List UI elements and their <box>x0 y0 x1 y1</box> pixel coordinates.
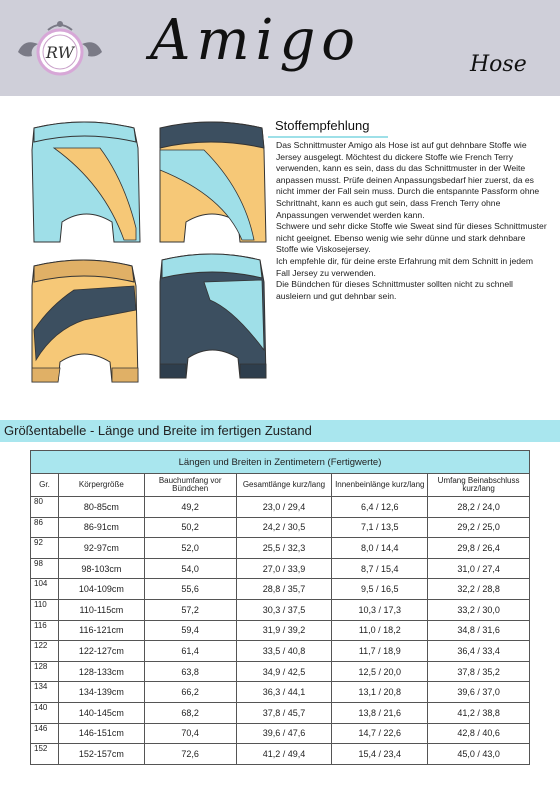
table-cell: 152-157cm <box>58 744 144 765</box>
size-table-title: Größentabelle - Länge und Breite im fertigen Zustand <box>4 423 312 438</box>
table-cell: 29,8 / 26,4 <box>428 538 530 559</box>
table-cell: 14,7 / 22,6 <box>332 723 428 744</box>
table-cell: 8,7 / 15,4 <box>332 558 428 579</box>
table-cell: 122 <box>31 641 59 662</box>
column-header: Bauchumfang vor Bündchen <box>144 474 236 497</box>
fabric-paragraph: Ich empfehle dir, für deine erste Erfahrung mit dem Schnitt in jedem Fall Jersey zu verwenden. <box>276 255 533 278</box>
pants-variant-1 <box>32 122 140 242</box>
table-row <box>31 558 530 579</box>
table-cell: 25,5 / 32,3 <box>236 538 332 559</box>
table-cell: 42,8 / 40,6 <box>428 723 530 744</box>
table-cell: 98 <box>31 558 59 579</box>
table-cell: 55,6 <box>144 579 236 600</box>
column-header: Innenbeinlänge kurz/lang <box>332 474 428 497</box>
table-cell: 10,3 / 17,3 <box>332 599 428 620</box>
table-cell: 152 <box>31 744 59 765</box>
pants-variant-4 <box>160 254 266 378</box>
table-cell: 146 <box>31 723 59 744</box>
table-cell: 41,2 / 38,8 <box>428 702 530 723</box>
table-cell: 116 <box>31 620 59 641</box>
table-cell: 24,2 / 30,5 <box>236 517 332 538</box>
fabric-recommendation-text <box>276 140 548 302</box>
table-cell: 13,8 / 21,6 <box>332 702 428 723</box>
table-cell: 146-151cm <box>58 723 144 744</box>
table-cell: 6,4 / 12,6 <box>332 497 428 518</box>
table-row <box>31 723 530 744</box>
table-row <box>31 702 530 723</box>
table-cell: 37,8 / 35,2 <box>428 661 530 682</box>
table-cell: 104-109cm <box>58 579 144 600</box>
table-cell: 34,9 / 42,5 <box>236 661 332 682</box>
size-table-title-bar <box>0 420 560 442</box>
header-banner <box>0 0 560 96</box>
table-cell: 41,2 / 49,4 <box>236 744 332 765</box>
svg-text:RW: RW <box>45 43 75 62</box>
column-header: Gr. <box>31 474 59 497</box>
pants-variant-3 <box>32 260 138 382</box>
column-header: Gesamtlänge kurz/lang <box>236 474 332 497</box>
table-cell: 30,3 / 37,5 <box>236 599 332 620</box>
table-row <box>31 517 530 538</box>
table-cell: 15,4 / 23,4 <box>332 744 428 765</box>
table-cell: 66,2 <box>144 682 236 703</box>
size-table <box>30 450 530 765</box>
fabric-section-title: Stoffempfehlung <box>275 118 370 133</box>
table-cell: 140 <box>31 702 59 723</box>
fabric-title-underline <box>268 136 388 138</box>
table-cell: 128-133cm <box>58 661 144 682</box>
table-cell: 57,2 <box>144 599 236 620</box>
table-row <box>31 599 530 620</box>
pattern-title: Amigo <box>150 8 362 73</box>
table-cell: 36,3 / 44,1 <box>236 682 332 703</box>
fabric-paragraph: Schwere und sehr dicke Stoffe wie Sweat sind für dieses Schnittmuster nicht geeignet. Ebenso wenig wie sehr dünne und stark dehnbare Stoffe wie Viskosejersey. <box>276 221 547 255</box>
table-cell: 31,9 / 39,2 <box>236 620 332 641</box>
table-cell: 59,4 <box>144 620 236 641</box>
table-row <box>31 744 530 765</box>
table-cell: 34,8 / 31,6 <box>428 620 530 641</box>
table-cell: 98-103cm <box>58 558 144 579</box>
table-cell: 110 <box>31 599 59 620</box>
table-cell: 33,2 / 30,0 <box>428 599 530 620</box>
table-cell: 7,1 / 13,5 <box>332 517 428 538</box>
size-table-header-row <box>31 474 530 497</box>
size-table-body <box>31 497 530 765</box>
table-row <box>31 579 530 600</box>
table-row <box>31 682 530 703</box>
table-cell: 31,0 / 27,4 <box>428 558 530 579</box>
table-cell: 92 <box>31 538 59 559</box>
pants-illustration <box>14 110 272 400</box>
table-cell: 23,0 / 29,4 <box>236 497 332 518</box>
table-row <box>31 661 530 682</box>
table-cell: 134-139cm <box>58 682 144 703</box>
table-cell: 29,2 / 25,0 <box>428 517 530 538</box>
brand-logo-icon <box>10 12 110 92</box>
table-cell: 28,8 / 35,7 <box>236 579 332 600</box>
table-cell: 134 <box>31 682 59 703</box>
column-header: Körpergröße <box>58 474 144 497</box>
table-cell: 36,4 / 33,4 <box>428 641 530 662</box>
table-cell: 52,0 <box>144 538 236 559</box>
table-row <box>31 641 530 662</box>
table-cell: 140-145cm <box>58 702 144 723</box>
table-row <box>31 620 530 641</box>
table-cell: 28,2 / 24,0 <box>428 497 530 518</box>
table-cell: 12,5 / 20,0 <box>332 661 428 682</box>
column-header: Umfang Beinabschluss kurz/lang <box>428 474 530 497</box>
pants-variant-2 <box>160 122 266 242</box>
table-cell: 49,2 <box>144 497 236 518</box>
table-cell: 13,1 / 20,8 <box>332 682 428 703</box>
size-table-caption: Längen und Breiten in Zentimetern (Fertigwerte) <box>31 451 530 474</box>
table-cell: 86-91cm <box>58 517 144 538</box>
table-row <box>31 538 530 559</box>
table-cell: 54,0 <box>144 558 236 579</box>
table-cell: 32,2 / 28,8 <box>428 579 530 600</box>
table-row <box>31 497 530 518</box>
table-cell: 45,0 / 43,0 <box>428 744 530 765</box>
table-cell: 8,0 / 14,4 <box>332 538 428 559</box>
table-cell: 11,7 / 18,9 <box>332 641 428 662</box>
table-cell: 9,5 / 16,5 <box>332 579 428 600</box>
table-cell: 92-97cm <box>58 538 144 559</box>
table-cell: 116-121cm <box>58 620 144 641</box>
table-cell: 27,0 / 33,9 <box>236 558 332 579</box>
table-cell: 33,5 / 40,8 <box>236 641 332 662</box>
pattern-subtitle: Hose <box>470 52 527 77</box>
table-cell: 70,4 <box>144 723 236 744</box>
table-cell: 11,0 / 18,2 <box>332 620 428 641</box>
table-cell: 80 <box>31 497 59 518</box>
table-cell: 86 <box>31 517 59 538</box>
fabric-paragraph: Die Bündchen für dieses Schnittmuster sollten nicht zu schnell ausleiern und gut dehnbar sein. <box>276 279 513 301</box>
table-cell: 122-127cm <box>58 641 144 662</box>
table-cell: 128 <box>31 661 59 682</box>
table-cell: 80-85cm <box>58 497 144 518</box>
table-cell: 39,6 / 37,0 <box>428 682 530 703</box>
table-cell: 63,8 <box>144 661 236 682</box>
table-cell: 110-115cm <box>58 599 144 620</box>
size-table-container <box>30 450 530 765</box>
table-cell: 61,4 <box>144 641 236 662</box>
table-cell: 72,6 <box>144 744 236 765</box>
table-cell: 104 <box>31 579 59 600</box>
table-cell: 50,2 <box>144 517 236 538</box>
table-cell: 68,2 <box>144 702 236 723</box>
table-cell: 37,8 / 45,7 <box>236 702 332 723</box>
table-cell: 39,6 / 47,6 <box>236 723 332 744</box>
fabric-paragraph: Das Schnittmuster Amigo als Hose ist auf gut dehnbare Stoffe wie Jersey ausgelegt. Möchtest du dickere Stoffe wie French Terry verwenden, kann es sein, dass du das Schnittmuster in der Weite anpassen musst. Prüfe deinen Anpassungsbedarf hier zuerst, da es nicht immer der Fall sein muss. Durch die entspannte Passform ohne Schrittnaht, kann es auch gut sein, dass French Terry ohne Anpassungen verwendet werden kann. <box>276 140 540 220</box>
